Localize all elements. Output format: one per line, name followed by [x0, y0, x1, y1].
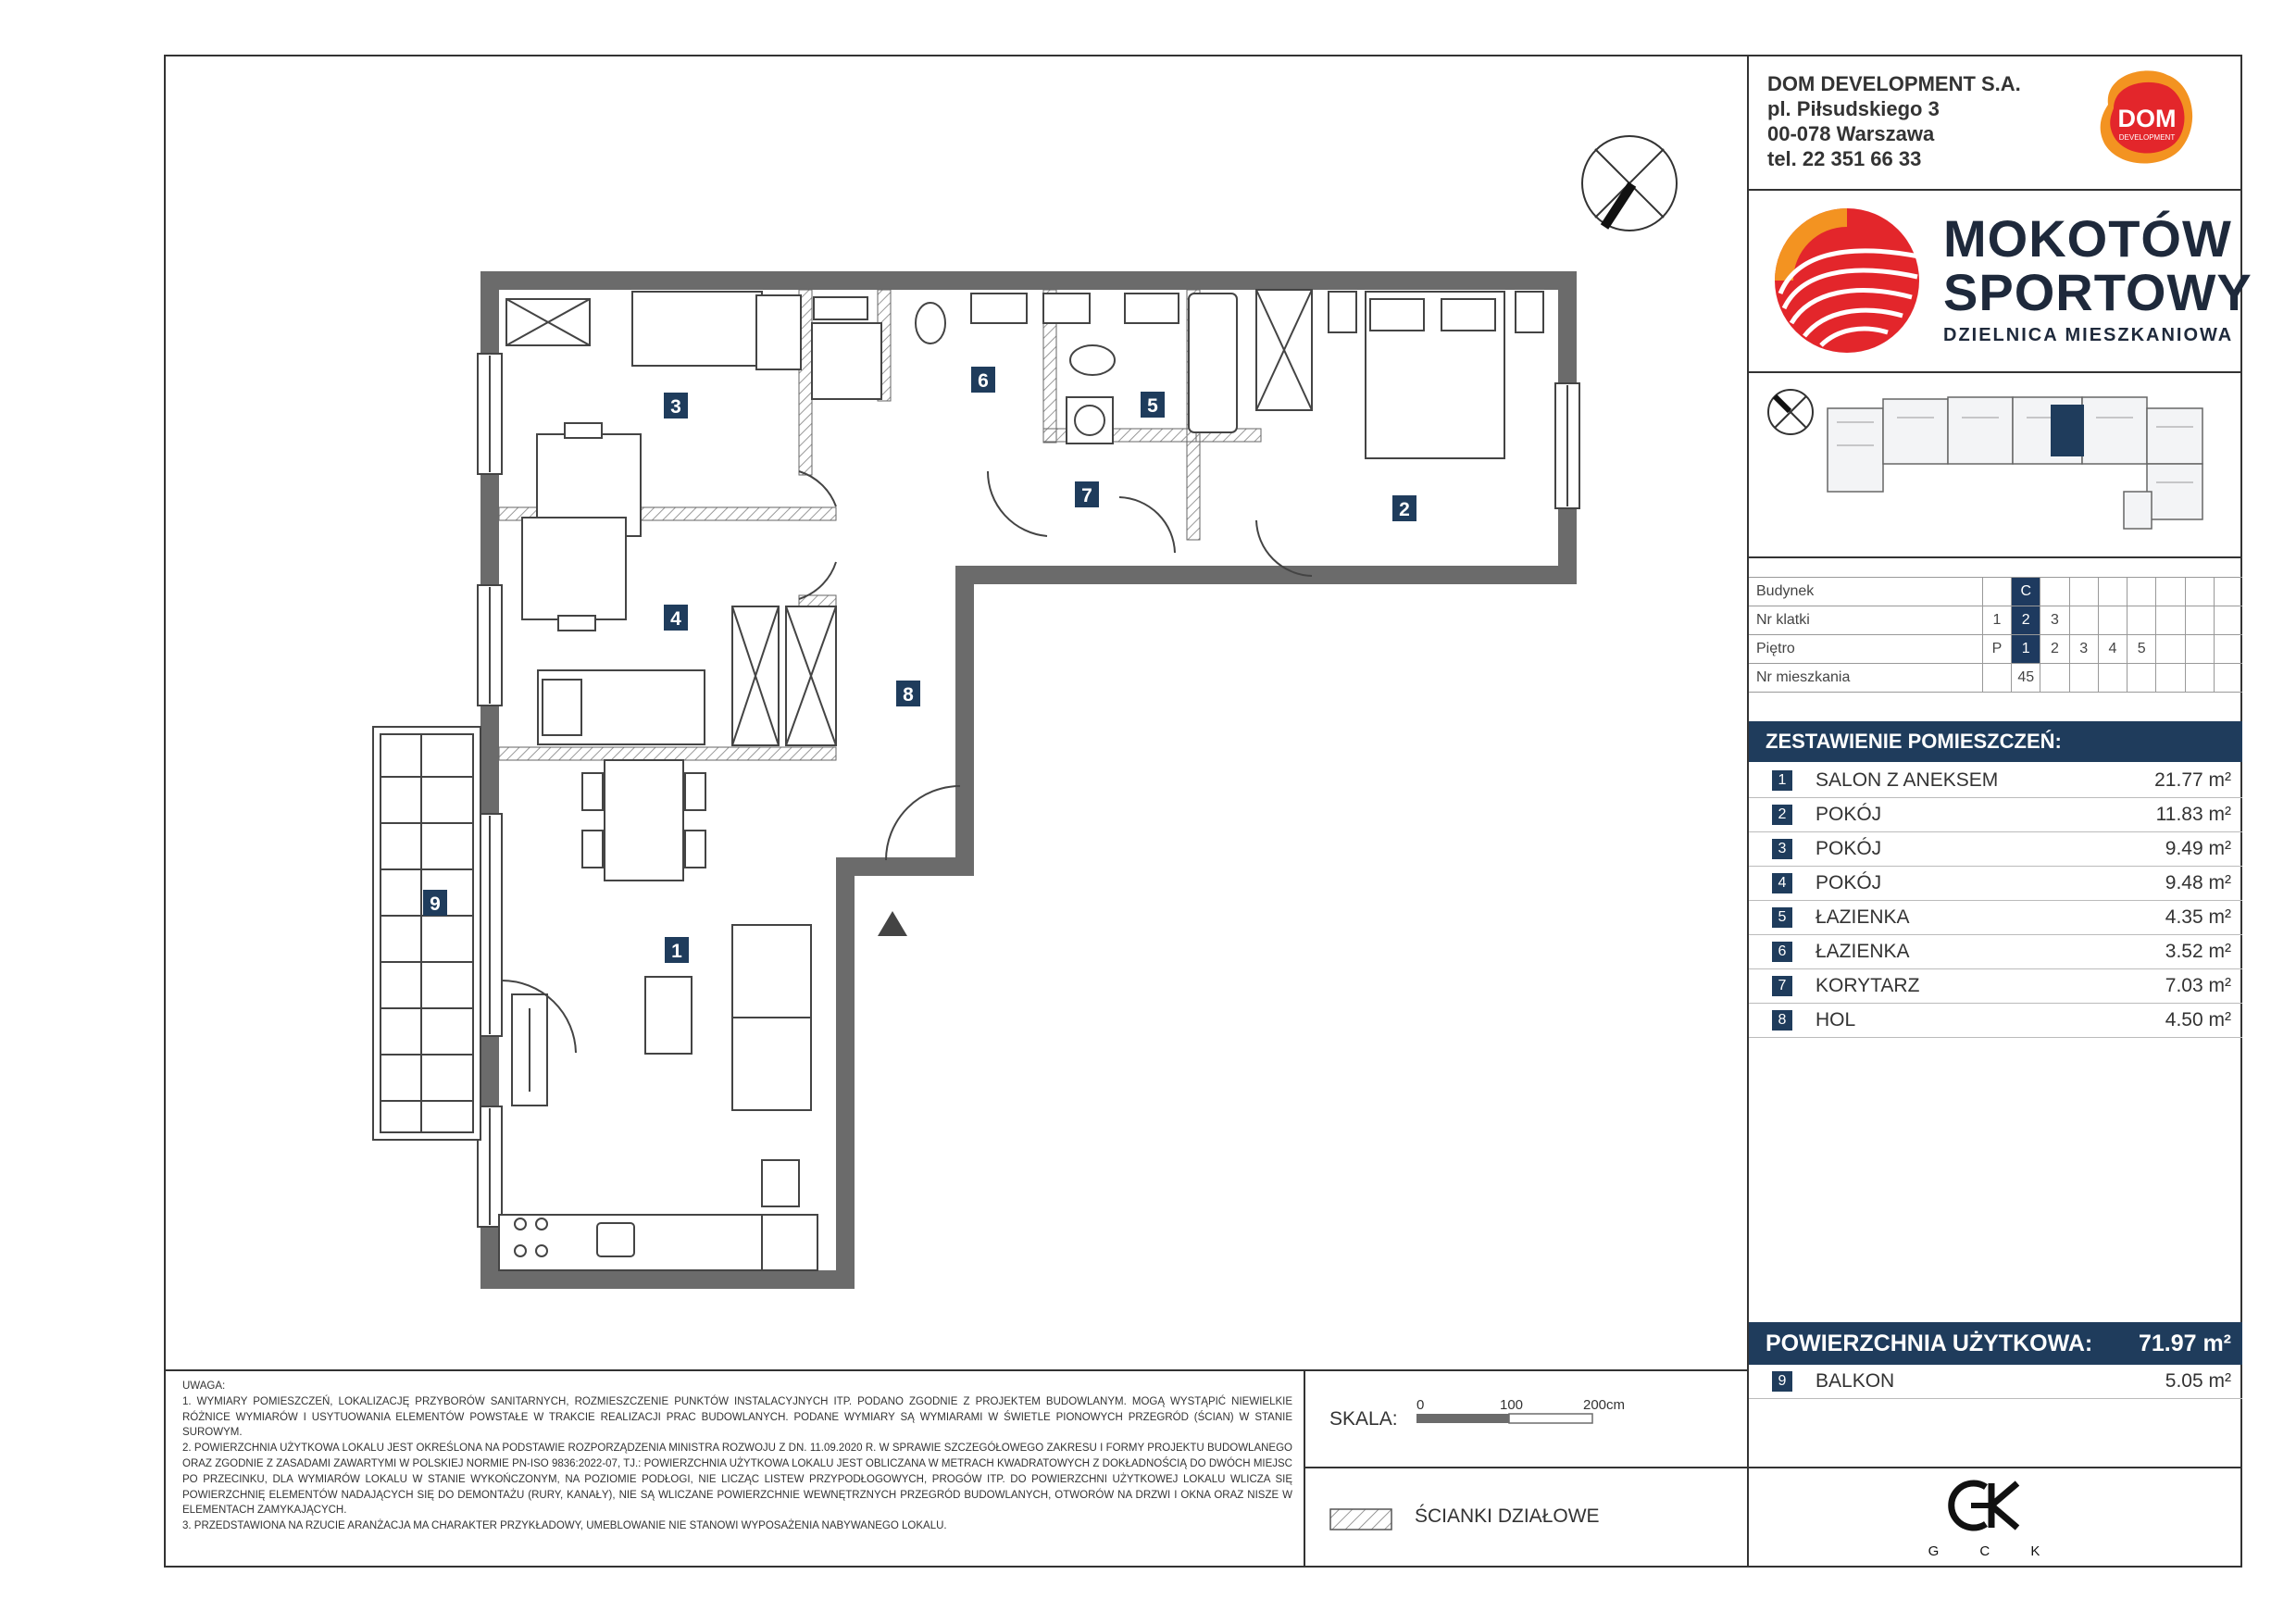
svg-text:9: 9	[430, 893, 441, 915]
svg-text:3: 3	[670, 396, 681, 418]
balcony	[373, 727, 480, 1140]
project-title: MOKOTÓW SPORTOWY	[1943, 209, 2252, 321]
info-panel	[1747, 55, 2252, 1568]
keyplan-north-icon	[1768, 390, 1813, 434]
stair-option-3: 3	[2040, 606, 2069, 635]
gck-logo	[1749, 1467, 2242, 1567]
building-row: Budynek C	[1749, 578, 2242, 606]
north-arrow-icon	[1582, 136, 1677, 231]
note-1: 1. WYMIARY POMIESZCZEŃ, LOKALIZACJĘ PRZYBORÓW SANITARNYCH, ROZMIESZCZENIE PUNKTÓW INSTALACYJNYCH ITP. PODANO ZGODNIE Z PROJEKTEM BUDOWLANYM. MOGĄ WYSTĄPIĆ NIEWIELKIE RÓŻNICE WYMIARÓW I USYTUOWANIA ELEMENTÓW POWSTAŁE W TRAKCIE REALIZACJI PRAC BUDOWLANYCH. PODANE WYMIARY SĄ WYMIARAMI W ŚWIETLE PIONOWYCH PRZEGRÓD (ŚCIAN) W STANIE SUROWYM.	[182, 1395, 1292, 1439]
project-logo-icon	[1767, 205, 1934, 362]
notes	[164, 1369, 1305, 1568]
apartment-location-table	[1749, 577, 2242, 693]
furniture	[499, 290, 1543, 1270]
room-tag-9	[423, 890, 447, 916]
company-info	[1767, 71, 2021, 171]
svg-text:1: 1	[671, 941, 682, 962]
svg-text:4: 4	[670, 608, 681, 630]
list-item: 6 ŁAZIENKA 3.52 m²	[1749, 935, 2242, 969]
note-3: 3. PRZEDSTAWIONA NA RZUCIE ARANŻACJA MA CHARAKTER PRZYKŁADOWY, UMEBLOWANIE NIE STANOWI WYPOSAŻENIA NABYWANEGO LOKALU.	[182, 1520, 947, 1532]
list-item: 8 HOL 4.50 m²	[1749, 1004, 2242, 1038]
floor-row: Piętro P 1 2 3 4 5	[1749, 635, 2242, 664]
total-area-value: 71.97 m²	[2138, 1330, 2231, 1356]
building-keyplan	[1749, 371, 2242, 556]
company-address-line2: 00-078 Warszawa	[1767, 122, 1935, 145]
notes-title: UWAGA:	[182, 1380, 226, 1392]
company-address-line1: pl. Piłsudskiego 3	[1767, 97, 1940, 120]
room-tag-2	[1392, 495, 1416, 521]
scale-tick-100: 100	[1500, 1397, 1524, 1413]
scale-tick-0: 0	[1416, 1397, 1425, 1413]
scale-tick-200: 200cm	[1583, 1397, 1626, 1413]
entrance-arrow-icon	[878, 911, 907, 936]
list-item: 3 POKÓJ 9.49 m²	[1749, 832, 2242, 867]
partition-hatch-icon	[1329, 1505, 1404, 1533]
apartment-number: 45	[2012, 664, 2040, 693]
stair-option-2: 2	[2012, 606, 2040, 635]
floor-plan	[164, 55, 1747, 1369]
svg-text:8: 8	[903, 684, 914, 706]
scale-section	[1305, 1369, 1747, 1468]
list-item: 1 SALON Z ANEKSEM 21.77 m²	[1749, 764, 2242, 798]
note-2: 2. POWIERZCHNIA UŻYTKOWA LOKALU JEST OKREŚLONA NA PODSTAWIE ROZPORZĄDZENIA MINISTRA ROZWOJU Z DN. 11.09.2020 R. W SPRAWIE SZCZEGÓŁOWEGO ZAKRESU I FORMY PROJEKTU BUDOWLANEGO ORAZ ZGODNIE Z ZASADAMI ZAWARTYMI W POLSKIEJ NORMIE PN-ISO 9836:2022-07, TJ.: POWIERZCHNIA UŻYTKOWA LOKALU JEST OBLICZANA W METRACH KWADRATOWYCH Z DOKŁADNOŚCIĄ DO DWÓCH MIEJSC PO PRZECINKU, DLA WYMIARÓW LOKALU W STANIE WYKOŃCZONYM, NA POZIOMIE PODŁOGI, NIE LICZĄC LISTEW PRZYPODŁOGOWYCH, PROGÓW ITP. DO POWIERZCHNI UŻYTKOWEJ LOKALU WLICZA SIĘ POWIERZCHNIĘ ELEMENTÓW NADAJĄCYCH SIĘ DO DEMONTAŻU (RURY, KANAŁY), NIE SĄ WLICZANE POWIERZCHNIE WEWNĘTRZNYCH PRZEGRÓD BUDOWLANYCH, OTWORÓW NA DRZWI I OKNA ORAZ NISZE W ELEMENTACH ZAMYKAJĄCYCH.	[182, 1443, 1292, 1517]
building-value: C	[2012, 578, 2040, 606]
svg-text:DOM: DOM	[2117, 105, 2177, 132]
list-item: 5 ŁAZIENKA 4.35 m²	[1749, 901, 2242, 935]
balcony-row: 9 BALKON 5.05 m²	[1749, 1365, 2242, 1399]
stair-option-1: 1	[1982, 606, 2011, 635]
rooms-list	[1749, 764, 2242, 1038]
company-phone: tel. 22 351 66 33	[1767, 147, 1922, 170]
company-name: DOM DEVELOPMENT S.A.	[1767, 72, 2021, 95]
legend-section	[1305, 1468, 1747, 1568]
room-tag-1	[665, 937, 689, 963]
legend-label: ŚCIANKI DZIAŁOWE	[1415, 1505, 1600, 1527]
list-item: 2 POKÓJ 11.83 m²	[1749, 798, 2242, 832]
svg-text:6: 6	[978, 370, 989, 392]
room-tag-3	[664, 393, 688, 418]
stair-row: Nr klatki 1 2 3	[1749, 606, 2242, 635]
room-tag-5	[1141, 392, 1165, 418]
dom-development-logo	[2091, 68, 2202, 171]
svg-text:7: 7	[1081, 485, 1092, 506]
rooms-header: ZESTAWIENIE POMIESZCZEŃ:	[1749, 721, 2242, 762]
total-area-label: POWIERZCHNIA UŻYTKOWA:	[1766, 1330, 2093, 1356]
svg-text:5: 5	[1147, 395, 1158, 417]
room-tag-4	[664, 605, 688, 631]
total-area-bar	[1749, 1322, 2242, 1365]
scale-label: SKALA:	[1329, 1408, 1398, 1430]
room-tag-7	[1075, 481, 1099, 507]
list-item: 7 KORYTARZ 7.03 m²	[1749, 969, 2242, 1004]
project-subtitle: DZIELNICA MIESZKANIOWA	[1943, 325, 2234, 345]
apartment-number-row: Nr mieszkania 45	[1749, 664, 2242, 693]
scale-bar	[1305, 1371, 1747, 1470]
svg-text:2: 2	[1399, 499, 1410, 520]
list-item: 4 POKÓJ 9.48 m²	[1749, 867, 2242, 901]
room-tag-8	[896, 681, 920, 706]
svg-text:DEVELOPMENT: DEVELOPMENT	[2118, 133, 2176, 142]
svg-text:G C K: G C K	[1928, 1543, 2059, 1559]
room-tag-6	[971, 367, 995, 393]
